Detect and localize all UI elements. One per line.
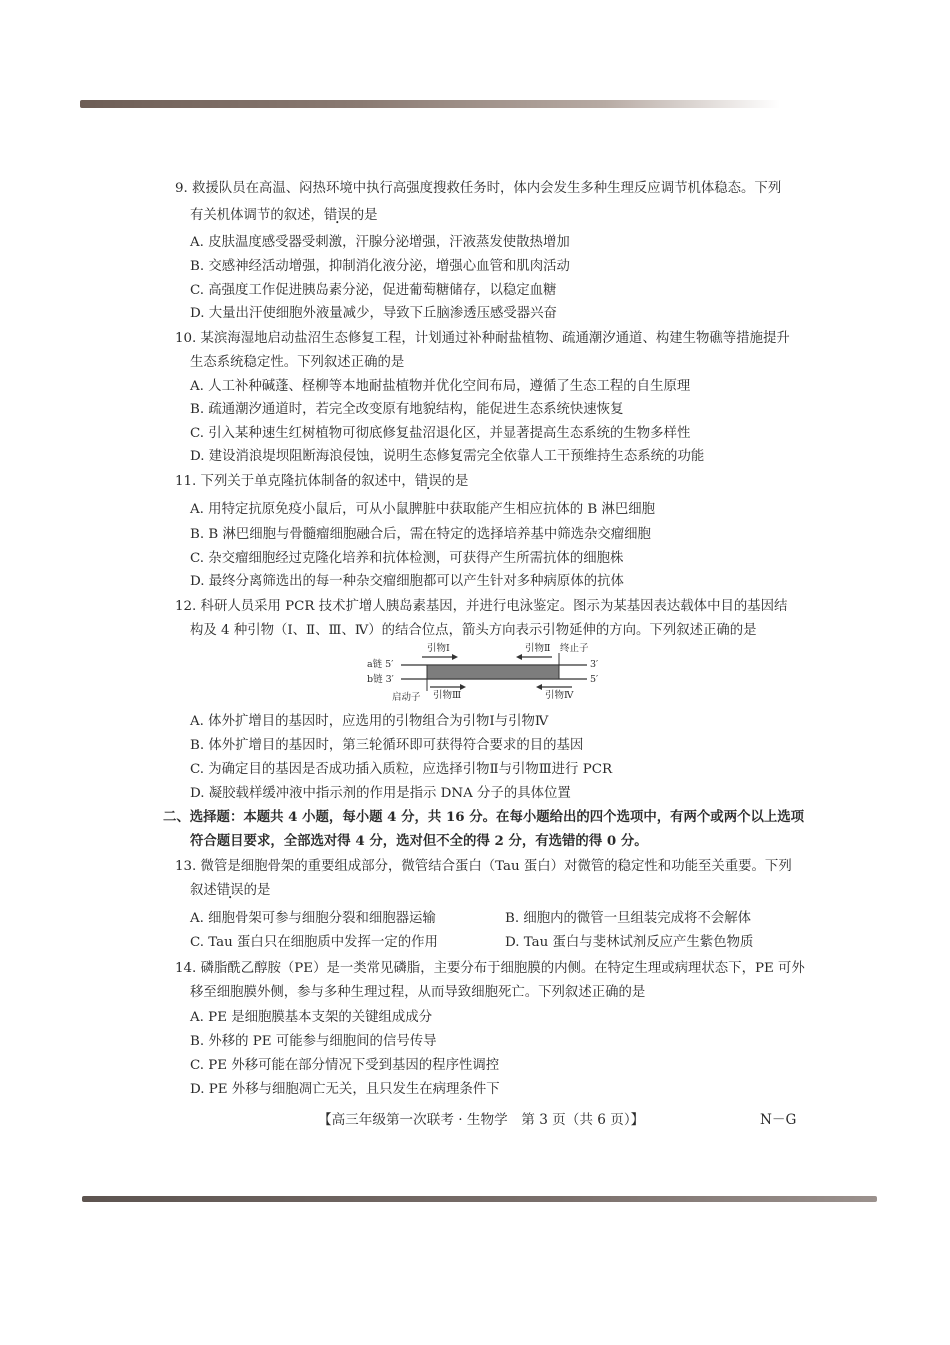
q9-option-d: D. 大量出汗使细胞外液量减少，导致下丘脑渗透压感受器兴奋 <box>190 306 557 321</box>
q9-option-c: C. 高强度工作促进胰岛素分泌，促进葡萄糖储存，以稳定血糖 <box>190 283 557 298</box>
q13-stem-suffix: 的是 <box>243 883 271 898</box>
q10-stem-line1: 10. 某滨海湿地启动盐沼生态修复工程，计划通过补种耐盐植物、疏通潮汐通道、构建生物礁等措施提升 <box>175 331 790 346</box>
q12-stem-line2: 构及 4 种引物（Ⅰ、Ⅱ、Ⅲ、Ⅳ）的结合位点，箭头方向表示引物延伸的方向。下列叙述正确的是 <box>190 623 757 638</box>
q11-option-b: B. B 淋巴细胞与骨髓瘤细胞融合后，需在特定的选择培养基中筛选杂交瘤细胞 <box>190 527 651 542</box>
paper-bottom-edge <box>82 1196 877 1202</box>
primer4-label: 引物Ⅳ <box>545 690 574 701</box>
section2-heading-line1: 二、选择题：本题共 4 小题，每小题 4 分，共 16 分。在每小题给出的四个选项中，有两个或两个以上选项 <box>163 809 805 825</box>
q10-option-d: D. 建设消浪堤坝阻断海浪侵蚀，说明生态修复需完全依靠人工干预维持生态系统的功能 <box>190 449 705 464</box>
q13-emphasis: 错误 <box>216 883 244 898</box>
q14-option-a: A. PE 是细胞膜基本支架的关键组成成分 <box>190 1010 433 1025</box>
q13-option-d: D. Tau 蛋白与斐林试剂反应产生紫色物质 <box>505 935 754 950</box>
q14-option-d: D. PE 外移与细胞凋亡无关，且只发生在病理条件下 <box>190 1082 500 1097</box>
q11-option-d: D. 最终分离筛选出的每一种杂交瘤细胞都可以产生针对多种病原体的抗体 <box>190 574 624 589</box>
primer2-arrowhead <box>516 654 522 660</box>
b-chain-label: b链 3′ <box>367 674 394 685</box>
q13-stem-line2 <box>190 884 270 897</box>
target-gene-block <box>427 665 559 679</box>
promoter-label: 启动子 <box>392 692 421 703</box>
q12-option-c: C. 为确定目的基因是否成功插入质粒，应选择引物Ⅱ与引物Ⅲ进行 PCR <box>190 762 613 777</box>
q9-stem-prefix: 有关机体调节的叙述， <box>190 208 324 223</box>
q14-option-b: B. 外移的 PE 可能参与细胞间的信号传导 <box>190 1034 437 1049</box>
terminator-label: 终止子 <box>560 643 589 654</box>
section2-heading-line2: 符合题目要求，全部选对得 4 分，选对但不全的得 2 分，有选错的得 0 分。 <box>190 833 648 849</box>
q14-stem-line1: 14. 磷脂酰乙醇胺（PE）是一类常见磷脂，主要分布于细胞膜的内侧。在特定生理或病理状态下，PE 可外 <box>175 961 805 976</box>
q12-option-b: B. 体外扩增目的基因时，第三轮循环即可获得符合要求的目的基因 <box>190 738 584 753</box>
q13-option-c: C. Tau 蛋白只在细胞质中发挥一定的作用 <box>190 935 438 950</box>
primer2-label: 引物Ⅱ <box>525 643 551 654</box>
q9-stem-line2 <box>190 209 377 222</box>
q10-stem-line2: 生态系统稳定性。下列叙述正确的是 <box>190 355 405 370</box>
q11-option-c: C. 杂交瘤细胞经过克隆化培养和抗体检测，可获得产生所需抗体的细胞株 <box>190 551 624 566</box>
q9-stem-suffix: 的是 <box>350 208 378 223</box>
a-chain-label: a链 5′ <box>367 659 394 670</box>
primer1-arrowhead <box>452 654 458 660</box>
q12-stem-line1: 12. 科研人员采用 PCR 技术扩增人胰岛素基因，并进行电泳鉴定。图示为某基因表达载体中目的基因结 <box>175 599 788 614</box>
q9-option-b: B. 交感神经活动增强，抑制消化液分泌，增强心血管和肌肉活动 <box>190 259 570 274</box>
q12-option-d: D. 凝胶载样缓冲液中指示剂的作用是指示 DNA 分子的具体位置 <box>190 786 571 801</box>
q13-option-b: B. 细胞内的微管一旦组装完成将不会解体 <box>505 911 751 926</box>
primer1-label: 引物Ⅰ <box>427 643 450 654</box>
q11-emphasis: 错误 <box>414 474 442 489</box>
q13-stem-prefix: 叙述 <box>190 883 217 898</box>
q14-option-c: C. PE 外移可能在部分情况下受到基因的程序性调控 <box>190 1058 500 1073</box>
q9-emphasis: 错误 <box>323 208 351 223</box>
q13-option-a: A. 细胞骨架可参与细胞分裂和细胞器运输 <box>190 911 436 926</box>
pcr-primer-diagram <box>367 643 607 705</box>
paper-code: N－G <box>760 1112 797 1128</box>
primer3-label: 引物Ⅲ <box>433 690 462 701</box>
q10-option-c: C. 引入某种速生红树植物可彻底修复盐沼退化区，并显著提高生态系统的生物多样性 <box>190 426 691 441</box>
q11-stem-suffix: 的是 <box>441 474 469 489</box>
primer4-arrowhead <box>536 684 542 690</box>
q11-stem-prefix: 11. 下列关于单克隆抗体制备的叙述中， <box>175 474 415 489</box>
q14-stem-line2: 移至细胞膜外侧，参与多种生理过程，从而导致细胞死亡。下列叙述正确的是 <box>190 985 646 1000</box>
q10-option-a: A. 人工补种碱蓬、柽柳等本地耐盐植物并优化空间布局，遵循了生态工程的自生原理 <box>190 379 691 394</box>
q11-option-a: A. 用特定抗原免疫小鼠后，可从小鼠脾脏中获取能产生相应抗体的 B 淋巴细胞 <box>190 502 656 517</box>
a-chain-end-label: 3′ <box>590 659 599 670</box>
q11-stem <box>175 475 468 488</box>
q9-option-a: A. 皮肤温度感受器受刺激，汗腺分泌增强，汗液蒸发使散热增加 <box>190 235 570 250</box>
q12-option-a: A. 体外扩增目的基因时，应选用的引物组合为引物Ⅰ与引物Ⅳ <box>190 714 549 729</box>
q10-option-b: B. 疏通潮汐通道时，若完全改变原有地貌结构，能促进生态系统快速恢复 <box>190 402 624 417</box>
b-chain-end-label: 5′ <box>590 674 599 685</box>
page-footer: 【高三年级第一次联考 · 生物学 第 3 页（共 6 页）】 <box>318 1112 645 1128</box>
q9-stem-line1: 9. 救援队员在高温、闷热环境中执行高强度搜救任务时，体内会发生多种生理反应调节机体稳态。下列 <box>175 181 782 196</box>
q13-stem-line1: 13. 微管是细胞骨架的重要组成部分，微管结合蛋白（Tau 蛋白）对微管的稳定性和功能至关重要。下列 <box>175 859 792 874</box>
